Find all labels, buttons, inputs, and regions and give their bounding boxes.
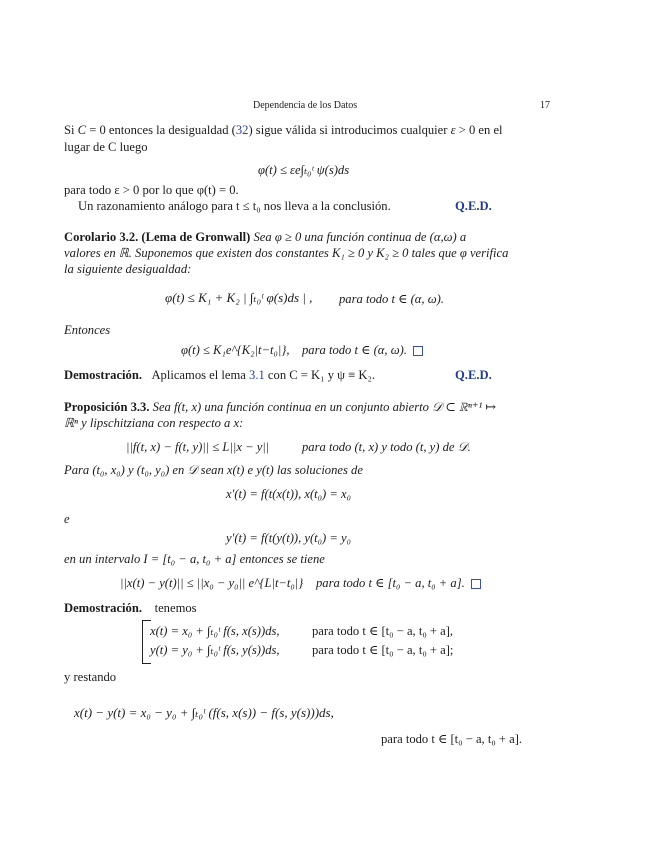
proof-label: Demostración. xyxy=(64,368,142,382)
system-condition: para todo t ∈ [t₀ − a, t₀ + a]; xyxy=(312,643,454,657)
equation: φ(t) ≤ K₁e^{K₂|t−t₀|}, xyxy=(181,343,290,357)
equation: y′(t) = f(t(y(t)), y(t₀) = y₀ xyxy=(226,531,351,545)
proposition-line: ℝⁿ y lipschitziana con respecto a x: xyxy=(64,416,244,430)
system-equation: y(t) = y₀ + ∫ₜ₀ᵗ f(s, y(s))ds, xyxy=(150,643,280,657)
equation: φ(t) ≤ εe∫ₜ₀ᵗ ψ(s)ds xyxy=(258,163,350,177)
paragraph-line: Si C = 0 entonces la desigualdad (32) sigue válida si introducimos cualquier ε > 0 en el xyxy=(64,123,503,137)
running-header: Dependencia de los Datos xyxy=(253,100,358,111)
equation-condition: para todo (t, x) y todo (t, y) de 𝒟. xyxy=(302,440,471,454)
equation: x(t) − y(t) = x₀ − y₀ + ∫ₜ₀ᵗ (f(s, x(s)) − f(s, y(s)))ds, xyxy=(74,705,334,720)
qed-mark: Q.E.D. xyxy=(455,199,492,213)
system-equation: x(t) = x₀ + ∫ₜ₀ᵗ f(s, x(s))ds, xyxy=(150,624,280,638)
equation-condition: para todo t ∈ (α, ω). xyxy=(339,292,444,306)
equation-condition: para todo t ∈ [t₀ − a, t₀ + a]. xyxy=(316,575,481,591)
end-of-statement-box-icon xyxy=(413,346,423,356)
end-of-statement-box-icon xyxy=(471,579,481,589)
equation: φ(t) ≤ K₁ + K₂ | ∫ₜ₀ᵗ φ(s)ds | , xyxy=(165,290,313,305)
equation-condition: para todo t ∈ (α, ω). xyxy=(302,342,423,358)
paragraph-line: para todo ε > 0 por lo que φ(t) = 0. xyxy=(64,183,239,197)
proposition-line: Proposición 3.3. Sea f(t, x) una función continua en un conjunto abierto 𝒟 ⊂ ℝⁿ⁺¹ ↦ xyxy=(64,400,497,414)
proof-line: Demostración. tenemos xyxy=(64,601,197,615)
corollary-line: valores en ℝ. Suponemos que existen dos constantes K₁ ≥ 0 y K₂ ≥ 0 tales que φ verifica xyxy=(64,246,509,260)
system-condition: para todo t ∈ [t₀ − a, t₀ + a], xyxy=(312,624,454,638)
paragraph-line: lugar de C luego xyxy=(64,140,148,154)
proposition-title: Proposición 3.3. xyxy=(64,400,150,414)
paragraph-line: Entonces xyxy=(64,323,111,337)
proof-label: Demostración. xyxy=(64,601,142,615)
equation-ref-link[interactable]: 32 xyxy=(235,123,249,137)
equation: ||x(t) − y(t)|| ≤ ||x₀ − y₀|| e^{L|t−t₀|} xyxy=(120,576,304,590)
qed-mark: Q.E.D. xyxy=(455,368,492,382)
paragraph-line: e xyxy=(64,512,70,526)
page-number: 17 xyxy=(540,100,550,111)
paragraph-line: Un razonamiento análogo para t ≤ t₀ nos lleva a la conclusión. xyxy=(78,199,391,213)
paragraph-line: y restando xyxy=(64,670,117,684)
equation-condition: para todo t ∈ [t₀ − a, t₀ + a]. xyxy=(381,732,523,746)
proposition-line: Para (t₀, x₀) y (t₀, y₀) en 𝒟 sean x(t) e y(t) las soluciones de xyxy=(64,463,363,477)
corollary-line: la siguiente desigualdad: xyxy=(64,262,192,276)
proof-line: Demostración. Aplicamos el lema 3.1 con C = K₁ y ψ ≡ K₂. xyxy=(64,368,376,382)
corollary-line: Corolario 3.2. (Lema de Gronwall) Sea φ ≥ 0 una función continua de (α,ω) a xyxy=(64,230,467,244)
equation: x′(t) = f(t(x(t)), x(t₀) = x₀ xyxy=(226,487,351,501)
proposition-line: en un intervalo I = [t₀ − a, t₀ + a] entonces se tiene xyxy=(64,552,325,566)
equation: ||f(t, x) − f(t, y)|| ≤ L||x − y|| xyxy=(126,440,270,454)
lemma-ref-link[interactable]: 3.1 xyxy=(249,368,265,382)
corollary-title: Corolario 3.2. (Lema de Gronwall) xyxy=(64,230,251,244)
